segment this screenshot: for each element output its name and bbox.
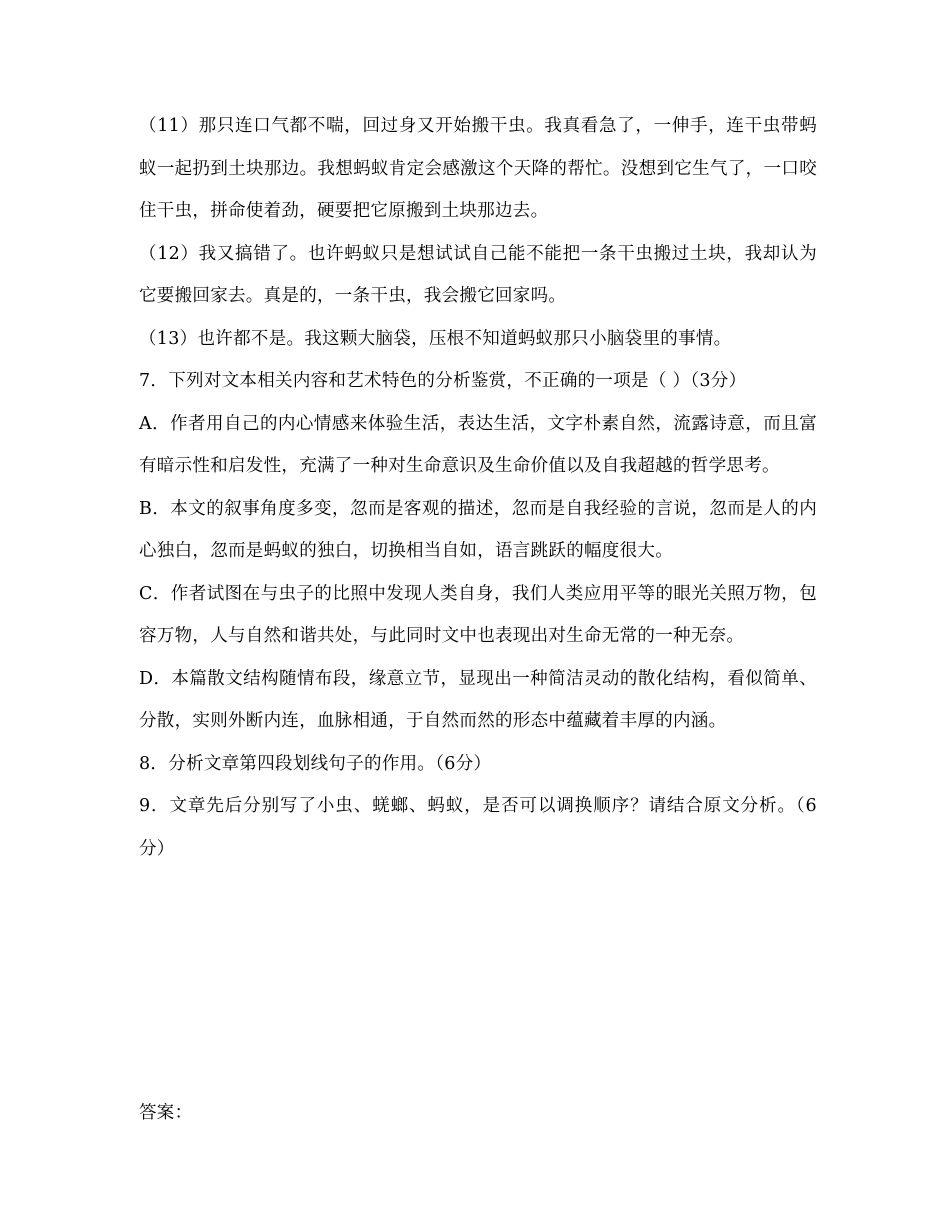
question-7-option-d: D．本篇散文结构随情布段，缘意立节，显现出一种简洁灵动的散化结构，看似简单、分散，实则外断内连，血脉相通，于自然而然的形态中蕴藏着丰厚的内涵。 [139, 668, 817, 731]
paragraph-11: （11）那只连口气都不喘，回过身又开始搬干虫。我真看急了，一伸手，连干虫带蚂蚁一起扔到土块那边。我想蚂蚁肯定会感激这个天降的帮忙。没想到它生气了，一口咬住干虫，拼命使着劲，硬要把它原搬到土块那边去。 [139, 116, 817, 221]
question-7-option-c: C．作者试图在与虫子的比照中发现人类自身，我们人类应用平等的眼光关照万物，包容万物，人与自然和谐共处，与此同时文中也表现出对生命无常的一种无奈。 [139, 583, 817, 646]
answer-label: 答案： [139, 1103, 193, 1123]
document-body [139, 105, 817, 870]
question-7-option-b: B．本文的叙事角度多变，忽而是客观的描述，忽而是自我经验的言说，忽而是人的内心独白，忽而是蚂蚁的独白，切换相当自如，语言跳跃的幅度很大。 [139, 498, 817, 561]
question-7-stem: 7．下列对文本相关内容和艺术特色的分析鉴赏，不正确的一项是（ ）（3分） [139, 371, 747, 391]
paragraph-13: （13）也许都不是。我这颗大脑袋，压根不知道蚂蚁那只小脑袋里的事情。 [139, 328, 732, 349]
question-9: 9．文章先后分别写了小虫、蜣螂、蚂蚁，是否可以调换顺序？请结合原文分析。（6分） [139, 796, 817, 859]
question-7-option-a: A．作者用自己的内心情感来体验生活，表达生活，文字朴素自然，流露诗意，而且富有暗示性和启发性，充满了一种对生命意识及生命价值以及自我超越的哲学思考。 [139, 413, 817, 476]
question-8: 8．分析文章第四段划线句子的作用。（6分） [139, 753, 492, 774]
paragraph-12: （12）我又搞错了。也许蚂蚁只是想试试自己能不能把一条干虫搬过土块，我却认为它要搬回家去。真是的，一条干虫，我会搬它回家吗。 [139, 243, 817, 306]
